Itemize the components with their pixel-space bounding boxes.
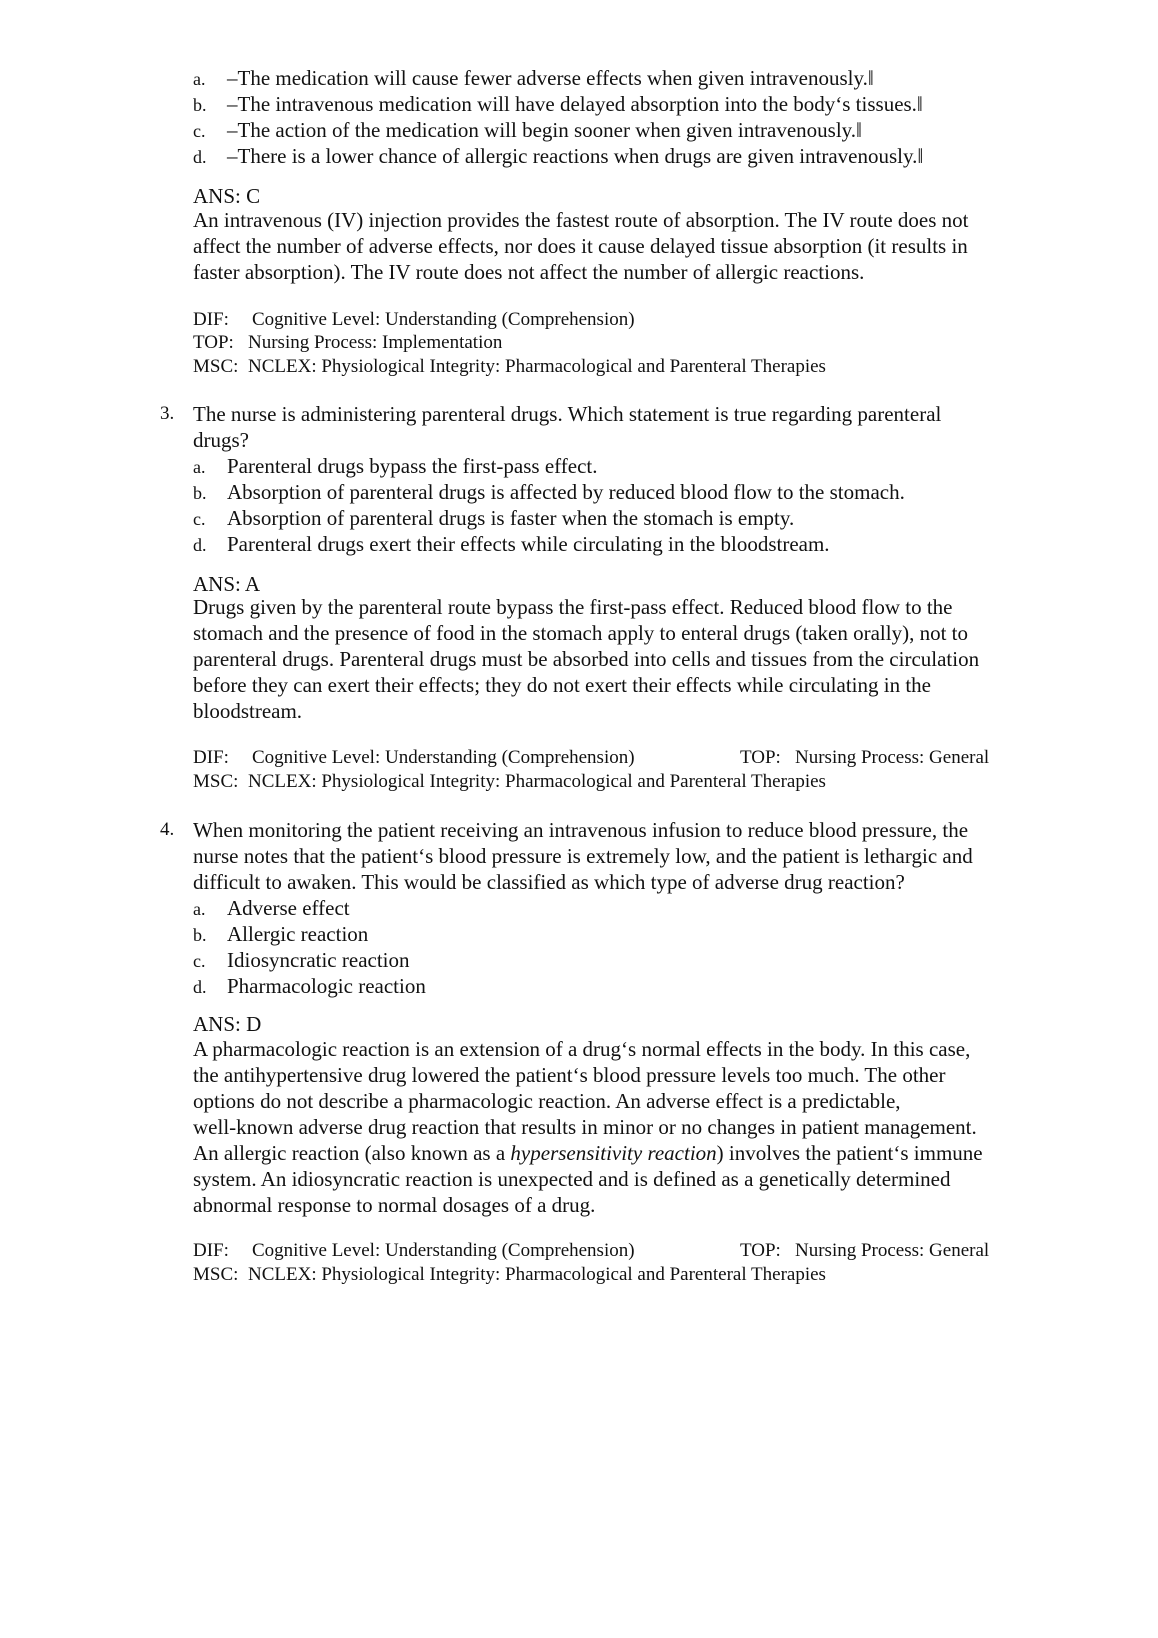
q4-explanation — [193, 1036, 983, 1218]
option-letter: d. — [193, 535, 207, 555]
option-letter: a. — [193, 69, 206, 89]
q4-option-c — [193, 947, 410, 974]
q2-option-a — [193, 65, 874, 92]
q2-explanation: An intravenous (IV) injection provides the fastest route of absorption. The IV route does not affect the number of adverse effects, nor does it cause delayed tissue absorption (it results in faster absorption). The IV route does not affect the number of allergic reactions. — [193, 208, 969, 284]
q4-dif — [193, 1239, 990, 1263]
option-letter: c. — [193, 509, 206, 529]
option-letter: c. — [193, 951, 206, 971]
q2-option-b — [193, 91, 923, 118]
option-text: Allergic reaction — [227, 922, 369, 946]
option-letter: b. — [193, 95, 207, 115]
option-text: –The action of the medication will begin sooner when given intravenously.‖ — [227, 118, 862, 142]
dif-value: Cognitive Level: Understanding (Comprehension) — [252, 1240, 635, 1261]
top-label: TOP: — [740, 747, 781, 768]
msc-label: MSC: — [193, 1264, 239, 1285]
q3-option-a — [193, 453, 598, 480]
explanation-text: ) involves the patient‘s immune system. An idiosyncratic reaction is unexpected and is defined as a genetically determined abnormal response to normal dosages of a drug. — [193, 1141, 983, 1217]
q3-explanation: Drugs given by the parenteral route bypass the first-pass effect. Reduced blood flow to the stomach and the presence of food in the stomach apply to enteral drugs (taken orally), not to parenteral drugs. Parenteral drugs must be absorbed into cells and tissues from the circulation before they can exert their effects; they do not exert their effects while circulating in the bloodstream. — [193, 595, 980, 723]
q4-answer: ANS: D — [193, 1012, 262, 1036]
q3-msc — [193, 770, 826, 794]
top-label: TOP: — [193, 332, 234, 353]
q2-top — [193, 331, 502, 355]
msc-value: NCLEX: Physiological Integrity: Pharmacological and Parenteral Therapies — [248, 356, 826, 377]
q3-option-c — [193, 505, 794, 532]
option-letter: b. — [193, 483, 207, 503]
top-value: Nursing Process: Implementation — [248, 332, 503, 353]
msc-label: MSC: — [193, 771, 239, 792]
top-value: Nursing Process: General — [795, 1240, 990, 1261]
msc-label: MSC: — [193, 356, 239, 377]
q4-option-d — [193, 973, 426, 1000]
dif-value: Cognitive Level: Understanding (Comprehension) — [252, 747, 635, 768]
option-text: –The medication will cause fewer adverse effects when given intravenously.‖ — [227, 66, 874, 90]
option-text: Absorption of parenteral drugs is faster when the stomach is empty. — [227, 506, 795, 530]
option-text: –The intravenous medication will have delayed absorption into the body‘s tissues.‖ — [227, 92, 923, 116]
option-text: –There is a lower chance of allergic reactions when drugs are given intravenously.‖ — [227, 144, 924, 168]
option-letter: a. — [193, 457, 206, 477]
top-value: Nursing Process: General — [795, 747, 990, 768]
q4-number: 4. — [160, 819, 175, 840]
option-text: Absorption of parenteral drugs is affected by reduced blood flow to the stomach. — [227, 480, 905, 504]
msc-value: NCLEX: Physiological Integrity: Pharmacological and Parenteral Therapies — [248, 771, 826, 792]
option-text: Parenteral drugs bypass the first-pass effect. — [227, 454, 598, 478]
option-letter: b. — [193, 925, 207, 945]
option-letter: d. — [193, 147, 207, 167]
dif-value: Cognitive Level: Understanding (Comprehension) — [252, 309, 635, 330]
option-text: Adverse effect — [227, 896, 350, 920]
q2-msc — [193, 355, 826, 379]
q3-option-d — [193, 531, 830, 558]
option-text: Parenteral drugs exert their effects while circulating in the bloodstream. — [227, 532, 830, 556]
q4-msc — [193, 1263, 826, 1287]
q2-option-c — [193, 117, 862, 144]
q3-option-b — [193, 479, 905, 506]
q4-option-b — [193, 921, 368, 948]
q3-dif — [193, 746, 990, 770]
q4-option-a — [193, 895, 350, 922]
dif-label: DIF: — [193, 747, 229, 768]
option-letter: c. — [193, 121, 206, 141]
dif-label: DIF: — [193, 1240, 229, 1261]
dif-label: DIF: — [193, 309, 229, 330]
explanation-text: A pharmacologic reaction is an extension of a drug‘s normal effects in the body. In this case, the antihypertensive drug lowered the patient‘s blood pressure levels too much. The other options do not describe a pharmacologic reaction. An adverse effect is a predictable, well-known adverse drug reaction that results in minor or no changes in patient management. An allergic reaction (also known as a — [193, 1037, 977, 1165]
q3-question: The nurse is administering parenteral drugs. Which statement is true regarding parenteral drugs? — [193, 402, 942, 452]
q3-number: 3. — [160, 403, 175, 424]
option-text: Idiosyncratic reaction — [227, 948, 410, 972]
option-text: Pharmacologic reaction — [227, 974, 426, 998]
q4-question: When monitoring the patient receiving an intravenous infusion to reduce blood pressure, the nurse notes that the patient‘s blood pressure is extremely low, and the patient is lethargic and difficult to awaken. This would be classified as which type of adverse drug reaction? — [193, 818, 973, 894]
q3-answer: ANS: A — [193, 572, 261, 596]
q2-dif — [193, 308, 635, 332]
top-label: TOP: — [740, 1240, 781, 1261]
msc-value: NCLEX: Physiological Integrity: Pharmacological and Parenteral Therapies — [248, 1264, 826, 1285]
explanation-italic-term: hypersensitivity reaction — [510, 1141, 717, 1165]
option-letter: a. — [193, 899, 206, 919]
q2-option-d — [193, 143, 923, 170]
q2-answer: ANS: C — [193, 184, 261, 208]
option-letter: d. — [193, 977, 207, 997]
